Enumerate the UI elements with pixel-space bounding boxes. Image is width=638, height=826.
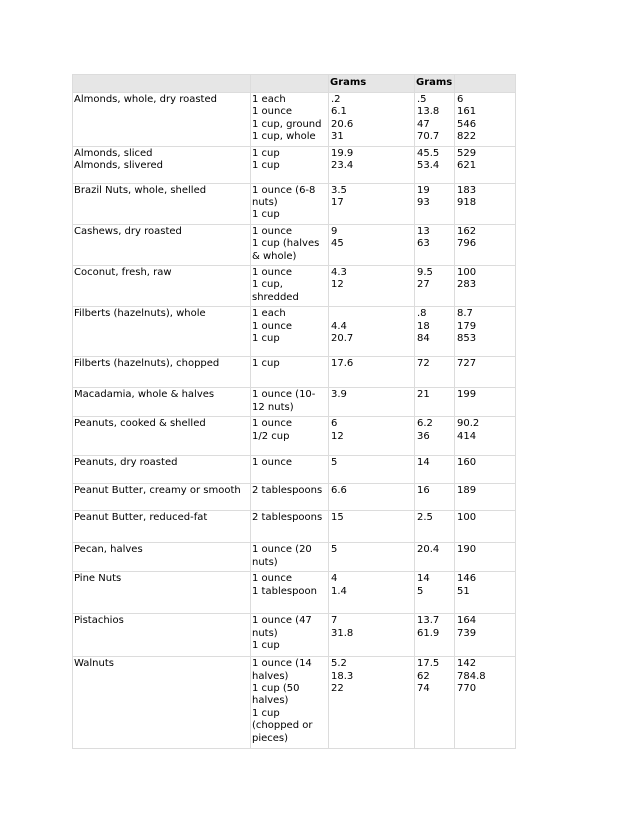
cell-line: 853 bbox=[457, 333, 477, 345]
cell-line: Filberts (hazelnuts), whole bbox=[74, 308, 206, 320]
cell-line: Walnuts bbox=[74, 658, 114, 670]
header-measure bbox=[251, 75, 329, 93]
cell-line: 770 bbox=[457, 682, 477, 694]
cell-line: 1 cup, ground bbox=[252, 118, 322, 130]
cell-line: 61.9 bbox=[417, 627, 440, 639]
cell-line: 70.7 bbox=[417, 131, 440, 143]
cell-line: 20.6 bbox=[331, 118, 354, 130]
table-row bbox=[73, 511, 516, 543]
cell-food bbox=[73, 224, 251, 265]
cell-line: 6 bbox=[457, 94, 464, 105]
cell-line: 529 bbox=[457, 147, 477, 159]
cell-line: Peanut Butter, creamy or smooth bbox=[74, 485, 241, 497]
cell-grams-1 bbox=[329, 357, 415, 388]
cell-line: 15 bbox=[331, 512, 344, 524]
cell-line: Pecan, halves bbox=[74, 544, 143, 556]
cell-grams-1 bbox=[329, 417, 415, 456]
cell-line: 47 bbox=[417, 118, 430, 130]
cell-line: 1 cup bbox=[252, 333, 280, 345]
header-grams-2: Grams bbox=[415, 75, 455, 93]
cell-line: 1 each bbox=[252, 308, 286, 320]
cell-line: 1 cup (halves & whole) bbox=[252, 238, 320, 262]
cell-line: 1 ounce (6-8 nuts) bbox=[252, 184, 316, 209]
cell-measure bbox=[251, 388, 329, 417]
cell-line: 8.7 bbox=[457, 308, 473, 320]
cell-line: 161 bbox=[457, 106, 477, 118]
cell-line: 621 bbox=[457, 160, 477, 172]
cell-line: Almonds, whole, dry roasted bbox=[74, 94, 217, 105]
cell-line: 2 tablespoons bbox=[252, 485, 323, 497]
cell-line: 31.8 bbox=[331, 627, 354, 639]
cell-line bbox=[331, 308, 412, 320]
cell-measure bbox=[251, 614, 329, 657]
cell-line: 5.2 bbox=[331, 658, 347, 670]
cell-line: 3.9 bbox=[331, 389, 347, 401]
cell-measure bbox=[251, 93, 329, 147]
cell-line: 190 bbox=[457, 544, 477, 556]
cell-line: 22 bbox=[331, 682, 344, 694]
cell-line: 414 bbox=[457, 430, 477, 442]
cell-line: 100 bbox=[457, 267, 477, 279]
cell-line: 1 cup bbox=[252, 358, 280, 370]
cell-line: 9 bbox=[331, 225, 338, 237]
cell-line: 1 cup bbox=[252, 160, 280, 172]
cell-line: 12 bbox=[331, 430, 344, 442]
cell-line: 2 tablespoons bbox=[252, 512, 323, 524]
cell-value bbox=[455, 657, 516, 749]
cell-grams-2 bbox=[415, 417, 455, 456]
cell-line: Peanut Butter, reduced-fat bbox=[74, 512, 208, 524]
cell-grams-1 bbox=[329, 614, 415, 657]
cell-grams-1 bbox=[329, 484, 415, 511]
cell-line: 1 ounce bbox=[252, 418, 292, 430]
cell-grams-1 bbox=[329, 266, 415, 307]
cell-line: 822 bbox=[457, 131, 477, 143]
cell-line: 2.5 bbox=[417, 512, 433, 524]
cell-line: 36 bbox=[417, 430, 430, 442]
cell-value bbox=[455, 572, 516, 614]
table-row bbox=[73, 388, 516, 417]
cell-line: 5 bbox=[417, 585, 424, 597]
cell-measure bbox=[251, 307, 329, 357]
cell-grams-1 bbox=[329, 307, 415, 357]
cell-line: 63 bbox=[417, 238, 430, 250]
cell-line: 7 bbox=[331, 615, 338, 627]
cell-line: 5 bbox=[331, 457, 338, 469]
cell-food bbox=[73, 146, 251, 183]
cell-line: 283 bbox=[457, 279, 477, 291]
cell-grams-2 bbox=[415, 388, 455, 417]
cell-line: 1 ounce (20 nuts) bbox=[252, 544, 312, 568]
cell-line: 74 bbox=[417, 682, 430, 694]
cell-line: 1 cup (chopped or pieces) bbox=[252, 707, 313, 744]
cell-grams-2 bbox=[415, 357, 455, 388]
table-row bbox=[73, 417, 516, 456]
cell-line: 31 bbox=[331, 131, 344, 143]
cell-line: 27 bbox=[417, 279, 430, 291]
header-food bbox=[73, 75, 251, 93]
cell-line: 62 bbox=[417, 670, 430, 682]
cell-line: 1.4 bbox=[331, 585, 347, 597]
cell-line: 6.2 bbox=[417, 418, 433, 430]
cell-line: 20.4 bbox=[417, 544, 440, 556]
cell-line: 1 tablespoon bbox=[252, 585, 317, 597]
cell-line: 1 cup bbox=[252, 639, 280, 651]
cell-line: 6 bbox=[331, 418, 338, 430]
cell-measure bbox=[251, 572, 329, 614]
table-row bbox=[73, 183, 516, 224]
cell-grams-2 bbox=[415, 484, 455, 511]
cell-line: 1/2 cup bbox=[252, 430, 290, 442]
cell-line: 20.7 bbox=[331, 333, 354, 345]
cell-value bbox=[455, 146, 516, 183]
cell-line: 160 bbox=[457, 457, 477, 469]
cell-grams-1 bbox=[329, 183, 415, 224]
cell-line: 5 bbox=[331, 544, 338, 556]
cell-measure bbox=[251, 657, 329, 749]
cell-line: 13.8 bbox=[417, 106, 440, 118]
cell-line: 13 bbox=[417, 225, 430, 237]
cell-measure bbox=[251, 357, 329, 388]
table-row bbox=[73, 93, 516, 147]
cell-line: 1 ounce bbox=[252, 267, 292, 279]
table-row bbox=[73, 357, 516, 388]
cell-food bbox=[73, 614, 251, 657]
cell-line: .2 bbox=[331, 94, 341, 105]
cell-grams-1 bbox=[329, 146, 415, 183]
cell-grams-2 bbox=[415, 224, 455, 265]
cell-line: 9.5 bbox=[417, 267, 433, 279]
cell-grams-2 bbox=[415, 657, 455, 749]
cell-grams-1 bbox=[329, 224, 415, 265]
cell-line: Peanuts, dry roasted bbox=[74, 457, 178, 469]
cell-line: .5 bbox=[417, 94, 427, 105]
cell-line: 4 bbox=[331, 573, 338, 585]
cell-line: 796 bbox=[457, 238, 477, 250]
cell-measure bbox=[251, 417, 329, 456]
cell-grams-1 bbox=[329, 543, 415, 572]
cell-line: 1 ounce bbox=[252, 225, 292, 237]
cell-line: 1 cup, whole bbox=[252, 131, 316, 143]
cell-value bbox=[455, 357, 516, 388]
table-row bbox=[73, 266, 516, 307]
table-row bbox=[73, 657, 516, 749]
cell-line: 3.5 bbox=[331, 184, 347, 196]
table-row bbox=[73, 146, 516, 183]
cell-measure bbox=[251, 224, 329, 265]
cell-grams-2 bbox=[415, 572, 455, 614]
cell-grams-1 bbox=[329, 511, 415, 543]
cell-line: Peanuts, cooked & shelled bbox=[74, 418, 206, 430]
cell-grams-2 bbox=[415, 543, 455, 572]
cell-line: 16 bbox=[417, 485, 430, 497]
cell-line: 1 cup bbox=[252, 209, 280, 221]
table-row bbox=[73, 543, 516, 572]
cell-measure bbox=[251, 511, 329, 543]
cell-line: 183 bbox=[457, 184, 477, 196]
cell-food bbox=[73, 417, 251, 456]
cell-line: 739 bbox=[457, 627, 477, 639]
nuts-nutrition-table bbox=[72, 74, 516, 749]
cell-line: 93 bbox=[417, 197, 430, 209]
cell-line: 19.9 bbox=[331, 147, 354, 159]
cell-line: .8 bbox=[417, 308, 427, 320]
table-row bbox=[73, 614, 516, 657]
cell-line: Pine Nuts bbox=[74, 573, 122, 585]
cell-value bbox=[455, 543, 516, 572]
cell-line: 14 bbox=[417, 457, 430, 469]
cell-line: 1 ounce (47 nuts) bbox=[252, 615, 312, 639]
cell-line: 6.1 bbox=[331, 106, 347, 118]
cell-line: 18.3 bbox=[331, 670, 354, 682]
cell-line: 17.6 bbox=[331, 358, 354, 370]
cell-food bbox=[73, 266, 251, 307]
table-header-row bbox=[73, 75, 516, 93]
table-body bbox=[73, 93, 516, 749]
cell-measure bbox=[251, 146, 329, 183]
cell-line: Almonds, slivered bbox=[74, 160, 163, 172]
cell-line: 546 bbox=[457, 118, 477, 130]
table-row bbox=[73, 572, 516, 614]
cell-measure bbox=[251, 456, 329, 484]
cell-value bbox=[455, 266, 516, 307]
cell-food bbox=[73, 543, 251, 572]
cell-line: 4.3 bbox=[331, 267, 347, 279]
cell-line: 45.5 bbox=[417, 147, 440, 159]
cell-line: 1 each bbox=[252, 94, 286, 105]
cell-line: 1 ounce (10-12 nuts) bbox=[252, 389, 316, 413]
cell-line: 12 bbox=[331, 279, 344, 291]
cell-measure bbox=[251, 183, 329, 224]
cell-line: 14 bbox=[417, 573, 430, 585]
cell-grams-1 bbox=[329, 93, 415, 147]
cell-value bbox=[455, 417, 516, 456]
cell-line: 189 bbox=[457, 485, 477, 497]
cell-measure bbox=[251, 484, 329, 511]
cell-line: 1 cup bbox=[252, 147, 280, 159]
cell-line: 18 bbox=[417, 320, 430, 332]
header-blank bbox=[455, 75, 516, 93]
cell-grams-2 bbox=[415, 93, 455, 147]
cell-line: 1 cup, shredded bbox=[252, 279, 299, 303]
cell-food bbox=[73, 456, 251, 484]
cell-line: Coconut, fresh, raw bbox=[74, 267, 172, 279]
cell-line: 1 ounce bbox=[252, 457, 292, 469]
table-row bbox=[73, 224, 516, 265]
cell-line: 6.6 bbox=[331, 485, 347, 497]
cell-line: 100 bbox=[457, 512, 477, 524]
cell-line: 13.7 bbox=[417, 615, 440, 627]
cell-line: 90.2 bbox=[457, 418, 480, 430]
cell-line: 84 bbox=[417, 333, 430, 345]
cell-line: 1 cup (50 halves) bbox=[252, 682, 300, 707]
cell-grams-1 bbox=[329, 572, 415, 614]
cell-value bbox=[455, 614, 516, 657]
cell-grams-2 bbox=[415, 146, 455, 183]
cell-food bbox=[73, 183, 251, 224]
cell-measure bbox=[251, 266, 329, 307]
cell-line: 142 bbox=[457, 658, 477, 670]
cell-line: Cashews, dry roasted bbox=[74, 225, 182, 237]
cell-value bbox=[455, 93, 516, 147]
cell-food bbox=[73, 657, 251, 749]
cell-line: Brazil Nuts, whole, shelled bbox=[74, 184, 207, 196]
cell-grams-1 bbox=[329, 657, 415, 749]
cell-line: 17 bbox=[331, 197, 344, 209]
cell-line: 1 ounce bbox=[252, 320, 292, 332]
cell-food bbox=[73, 572, 251, 614]
cell-line: Pistachios bbox=[74, 615, 124, 627]
cell-value bbox=[455, 307, 516, 357]
cell-value bbox=[455, 224, 516, 265]
cell-grams-1 bbox=[329, 456, 415, 484]
cell-line: 1 ounce bbox=[252, 573, 292, 585]
cell-line: 53.4 bbox=[417, 160, 440, 172]
cell-grams-2 bbox=[415, 614, 455, 657]
cell-grams-2 bbox=[415, 266, 455, 307]
cell-line: 19 bbox=[417, 184, 430, 196]
cell-value bbox=[455, 511, 516, 543]
cell-food bbox=[73, 388, 251, 417]
cell-line: 72 bbox=[417, 358, 430, 370]
cell-line: 727 bbox=[457, 358, 477, 370]
cell-line: 179 bbox=[457, 320, 477, 332]
cell-grams-2 bbox=[415, 456, 455, 484]
cell-line: 146 bbox=[457, 573, 477, 585]
cell-food bbox=[73, 511, 251, 543]
cell-food bbox=[73, 357, 251, 388]
header-grams-1: Grams bbox=[329, 75, 415, 93]
table-row bbox=[73, 307, 516, 357]
cell-line: 918 bbox=[457, 197, 477, 209]
cell-line: 17.5 bbox=[417, 658, 440, 670]
cell-line: 162 bbox=[457, 225, 477, 237]
cell-food bbox=[73, 484, 251, 511]
cell-food bbox=[73, 307, 251, 357]
cell-line: 1 ounce (14 halves) bbox=[252, 658, 312, 682]
cell-line: 21 bbox=[417, 389, 430, 401]
cell-line: Filberts (hazelnuts), chopped bbox=[74, 358, 220, 370]
cell-line: Almonds, sliced bbox=[74, 147, 153, 159]
cell-line: 784.8 bbox=[457, 670, 486, 682]
table-row bbox=[73, 456, 516, 484]
cell-line: 23.4 bbox=[331, 160, 354, 172]
cell-value bbox=[455, 484, 516, 511]
cell-line: 45 bbox=[331, 238, 344, 250]
cell-line: 4.4 bbox=[331, 320, 347, 332]
cell-grams-2 bbox=[415, 183, 455, 224]
cell-grams-1 bbox=[329, 388, 415, 417]
cell-value bbox=[455, 388, 516, 417]
cell-grams-2 bbox=[415, 307, 455, 357]
cell-value bbox=[455, 183, 516, 224]
cell-food bbox=[73, 93, 251, 147]
cell-measure bbox=[251, 543, 329, 572]
cell-line: 51 bbox=[457, 585, 470, 597]
nutrition-table-container bbox=[72, 74, 515, 749]
cell-line: 1 ounce bbox=[252, 106, 292, 118]
cell-value bbox=[455, 456, 516, 484]
cell-line: 199 bbox=[457, 389, 477, 401]
cell-line: Macadamia, whole & halves bbox=[74, 389, 215, 401]
cell-grams-2 bbox=[415, 511, 455, 543]
table-row bbox=[73, 484, 516, 511]
cell-line: 164 bbox=[457, 615, 477, 627]
